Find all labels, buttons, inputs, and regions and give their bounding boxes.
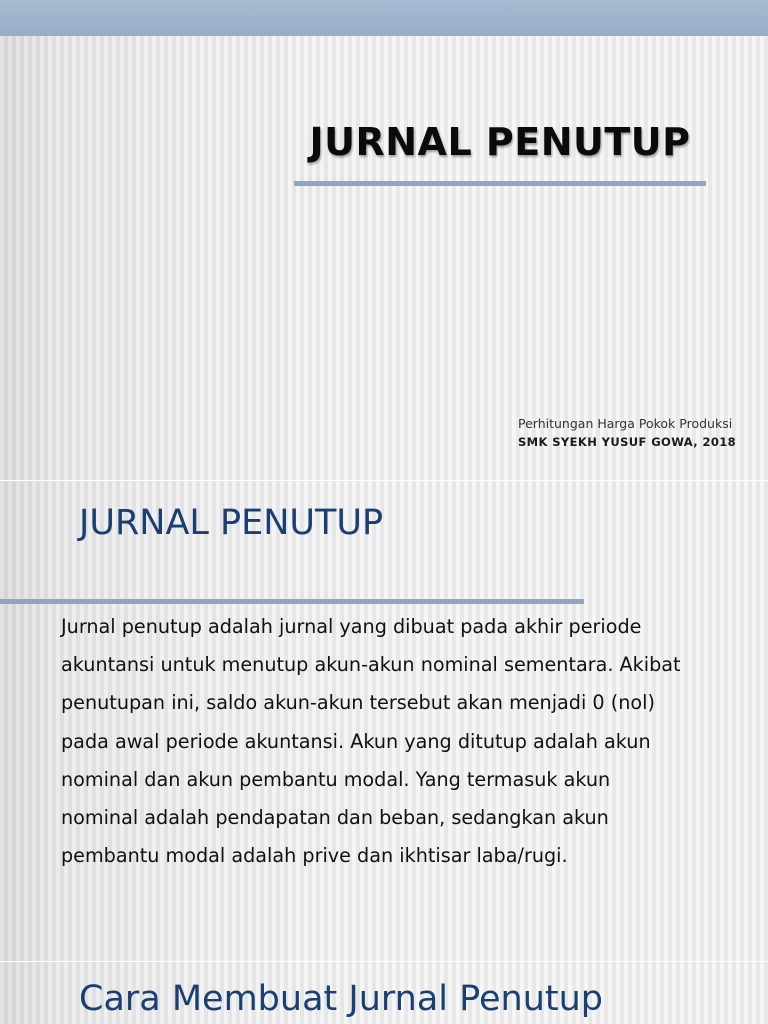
slide-how-to <box>0 962 768 1024</box>
body-line: Jurnal penutup adalah jurnal yang dibuat pada akhir periode <box>61 615 642 638</box>
cover-title: JURNAL PENUTUP <box>309 120 691 164</box>
body-line: nominal adalah pendapatan dan beban, sedangkan akun <box>61 806 609 830</box>
body-line: akuntansi untuk menutup akun-akun nominal sementara. Akibat <box>61 653 681 677</box>
slide-cover <box>0 0 768 480</box>
title-underline <box>294 181 706 186</box>
slide-heading: JURNAL PENUTUP <box>79 503 384 543</box>
top-accent-band <box>0 0 768 36</box>
body-line: nominal dan akun pembantu modal. Yang termasuk akun <box>61 767 611 791</box>
body-line: pada awal periode akuntansi. Akun yang ditutup adalah akun <box>61 729 651 753</box>
body-line: penutupan ini, saldo akun-akun tersebut akan menjadi 0 (nol) <box>61 691 655 715</box>
body-paragraph <box>61 608 765 875</box>
slide-definition <box>0 481 768 961</box>
heading-rule <box>0 599 584 604</box>
body-line: pembantu modal adalah prive dan ikhtisar laba/rugi. <box>61 844 568 868</box>
cover-subtitle: Perhitungan Harga Pokok Produksi <box>518 416 733 431</box>
slide-heading: Cara Membuat Jurnal Penutup <box>79 979 604 1019</box>
cover-school-year: SMK SYEKH YUSUF GOWA, 2018 <box>518 435 737 449</box>
